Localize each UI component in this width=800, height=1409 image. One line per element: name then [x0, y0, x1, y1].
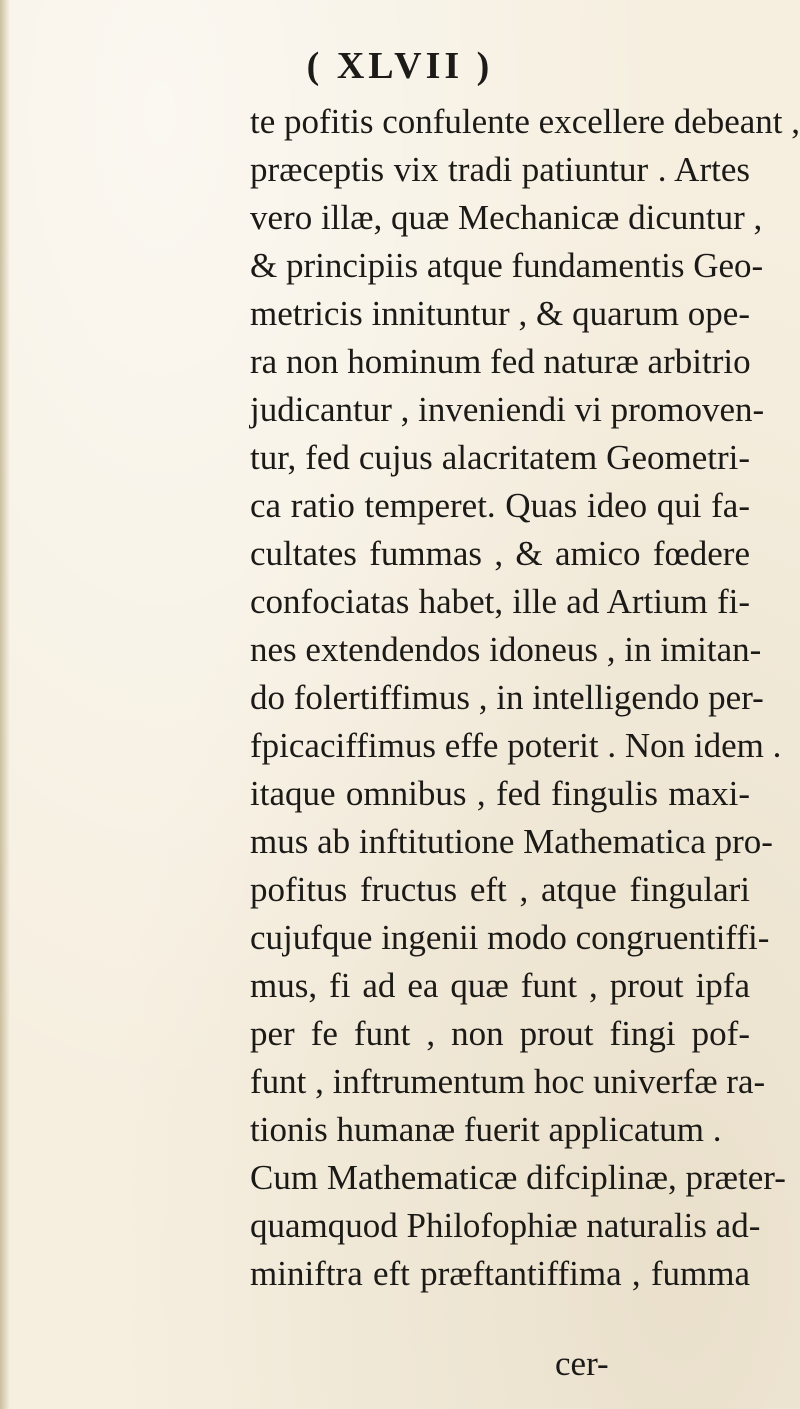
- text-line-10: cultates fummas , & amico fœdere: [250, 534, 750, 573]
- text-line-4: & principiis atque fundamentis Geo-: [250, 246, 764, 285]
- text-line-6: ra non hominum fed naturæ arbitrio: [250, 342, 751, 381]
- text-line-15: itaque omnibus , fed fingulis maxi-: [250, 774, 750, 813]
- text-line-5: metricis innituntur , & quarum ope-: [250, 294, 750, 333]
- text-line-16: mus ab inftitutione Mathematica pro-: [250, 822, 773, 861]
- binding-edge: [0, 0, 10, 1409]
- text-line-14: fpicaciffimus effe poterit . Non idem .: [250, 726, 782, 765]
- text-line-2: præceptis vix tradi patiuntur . Artes: [250, 150, 750, 189]
- text-line-18: cujufque ingenii modo congruentiffi-: [250, 918, 770, 957]
- text-line-19: mus, fi ad ea quæ funt , prout ipfa: [250, 966, 750, 1005]
- text-line-21: funt , inftrumentum hoc univerfæ ra-: [250, 1062, 766, 1101]
- text-line-22: tionis humanæ fuerit applicatum .: [250, 1110, 722, 1149]
- text-line-13: do folertiffimus , in intelligendo per-: [250, 678, 764, 717]
- text-line-17: pofitus fructus eft , atque fingulari: [250, 870, 750, 909]
- page-number-header: ( XLVII ): [306, 45, 494, 87]
- text-line-9: ca ratio temperet. Quas ideo qui fa-: [250, 486, 750, 525]
- text-line-11: confociatas habet, ille ad Artium fi-: [250, 582, 750, 621]
- text-line-24: quamquod Philofophiæ naturalis ad-: [250, 1206, 761, 1245]
- text-line-3: vero illæ, quæ Mechanicæ dicuntur ,: [250, 198, 763, 237]
- text-line-12: nes extendendos idoneus , in imitan-: [250, 630, 762, 669]
- text-line-8: tur, fed cujus alacritatem Geometri-: [250, 438, 750, 477]
- catchword: cer-: [555, 1344, 609, 1383]
- text-line-7: judicantur , inveniendi vi promoven-: [250, 390, 765, 429]
- text-line-20: per fe funt , non prout fingi pof-: [250, 1014, 750, 1053]
- text-line-25: miniftra eft præftantiffima , fumma: [250, 1254, 750, 1293]
- text-line-23: Cum Mathematicæ difciplinæ, præter-: [250, 1158, 786, 1197]
- text-line-1: te pofitis confulente excellere debeant ,: [250, 102, 800, 141]
